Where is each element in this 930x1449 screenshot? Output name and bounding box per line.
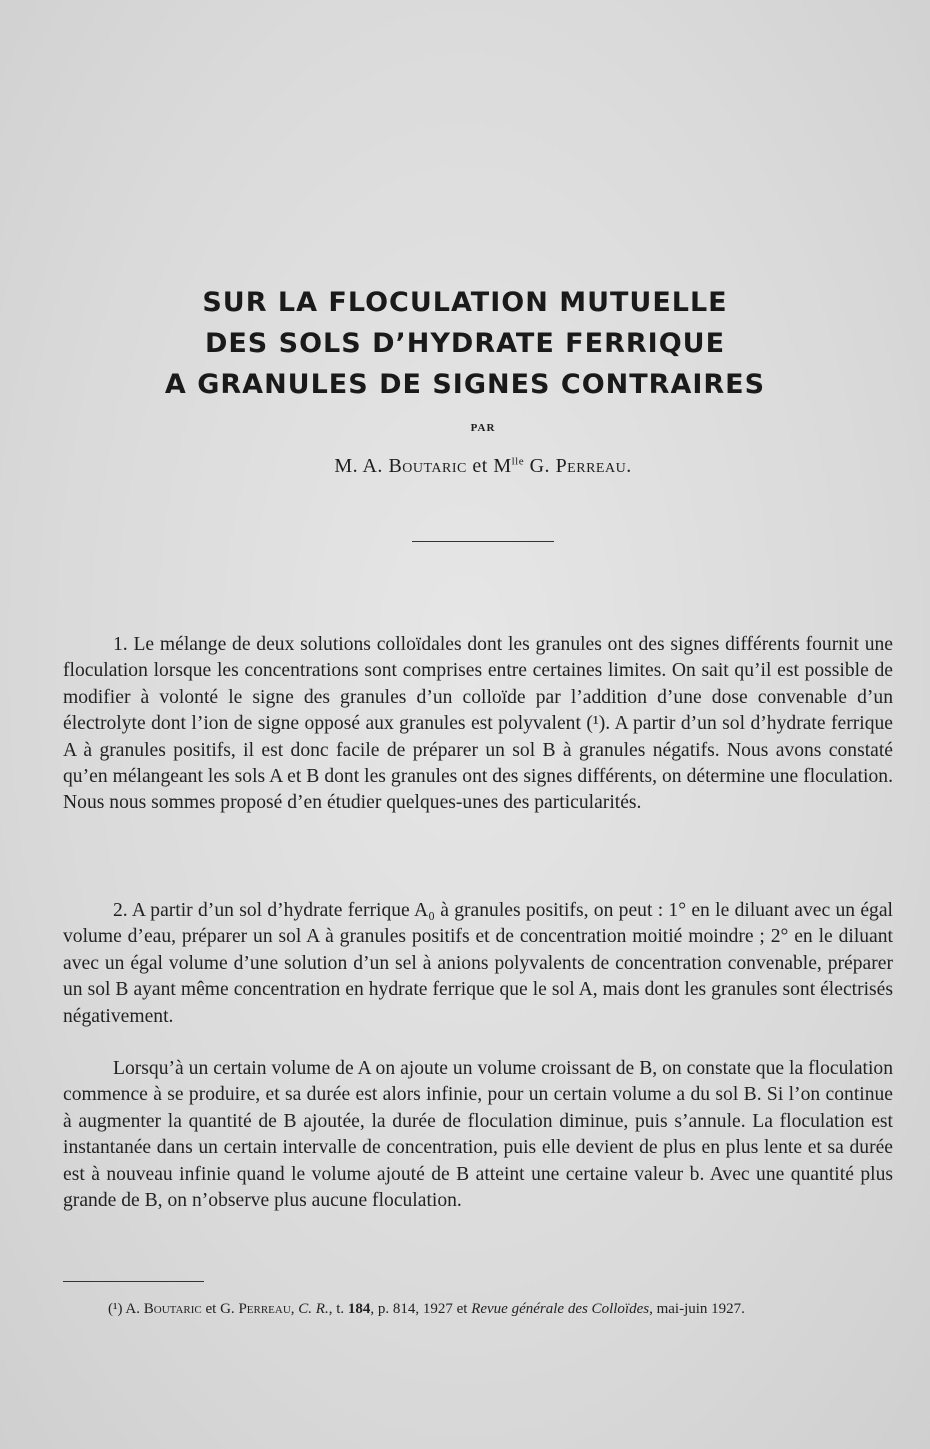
byline-authors <box>0 455 930 478</box>
footnote-text-4: , p. 814, 1927 et <box>370 1301 472 1317</box>
byline-suffix: . <box>626 455 632 477</box>
footnote-author-1: Boutaric <box>143 1301 202 1317</box>
paragraph-3: Lorsqu’à un certain volume de A on ajoute un volume croissant de B, on constate que la floculation commence à se produire, et sa durée est alors infinie, pour un certain volume a du sol B. Si l’on continue à augmenter la quantité de B ajoutée, la durée de floculation diminue, puis s’annule. La floculation est instantanée dans un certain intervalle de concentration, puis elle devient de plus en plus lente et sa durée est à nouveau infinie quand le volume ajouté de B atteint une certaine valeur b. Avec une quantité plus grande de B, on n’observe plus aucune floculation. <box>63 1058 893 1212</box>
footnote-journal-2: Revue générale des Colloïdes <box>471 1301 650 1317</box>
author-1-prefix: M. A. <box>334 455 389 477</box>
author-connector: et M <box>466 455 512 477</box>
footnote-text-3: , t. <box>328 1301 348 1317</box>
footnote-mark: (¹) A. <box>108 1301 144 1317</box>
author-1-name: Boutaric <box>388 455 467 477</box>
article-title <box>0 282 930 405</box>
footnote-text-2: , <box>290 1301 299 1317</box>
author-2-name: Perreau <box>555 455 627 477</box>
footnote <box>63 1298 893 1320</box>
title-line-2: DES SOLS D’HYDRATE FERRIQUE <box>204 328 726 359</box>
separator-rule <box>412 541 554 542</box>
paragraph-1: 1. Le mélange de deux solutions colloïdales dont les granules ont des signes différents fournit une floculation lorsque les concentrations sont comprises entre certaines limites. On sait qu’il est possible de modifier à volonté le signe des granules d’un colloïde par l’addition d’une dose convenable d’un électrolyte dont l’ion de signe opposé aux granules est polyvalent (¹). A partir d’un sol d’hydrate ferrique A à granules positifs, il est donc facile de préparer un sol B à granules négatifs. Nous avons constaté qu’en mélangeant les sols A et B dont les granules ont des signes différents, on détermine une floculation. Nous nous sommes proposé d’en étudier quelques-unes des particularités. <box>63 634 893 814</box>
paragraph-2: 2. A partir d’un sol d’hydrate ferrique A₀ à granules positifs, on peut : 1° en le diluant avec un égal volume d’eau, préparer un sol A à granules positifs et de concentration moitié moindre ; 2° en le diluant avec un égal volume d’une solution d’un sel à anions polyvalents de concentration convenable, préparer un sol B ayant même concentration en hydrate ferrique que le sol A, mais dont les granules sont électrisés négativement. <box>63 900 893 1027</box>
paragraph-3-block <box>63 1056 893 1214</box>
paragraph-2-block <box>63 898 893 1030</box>
footnote-end: , mai-juin 1927. <box>649 1301 745 1317</box>
title-line-1: SUR LA FLOCULATION MUTUELLE <box>202 287 728 318</box>
byline-par: PAR <box>470 422 496 434</box>
title-line-3: A GRANULES DE SIGNES CONTRAIRES <box>164 369 766 400</box>
footnote-volume: 184 <box>347 1301 371 1317</box>
footnote-journal-1: C. R. <box>298 1301 329 1317</box>
footnote-text-1: et G. <box>201 1301 239 1317</box>
footnote-rule <box>63 1281 204 1282</box>
title-abbrev-sup: lle <box>511 455 525 468</box>
footnote-author-2: Perreau <box>238 1301 291 1317</box>
paragraph-1-block <box>63 632 893 817</box>
author-2-prefix: G. <box>524 455 556 477</box>
